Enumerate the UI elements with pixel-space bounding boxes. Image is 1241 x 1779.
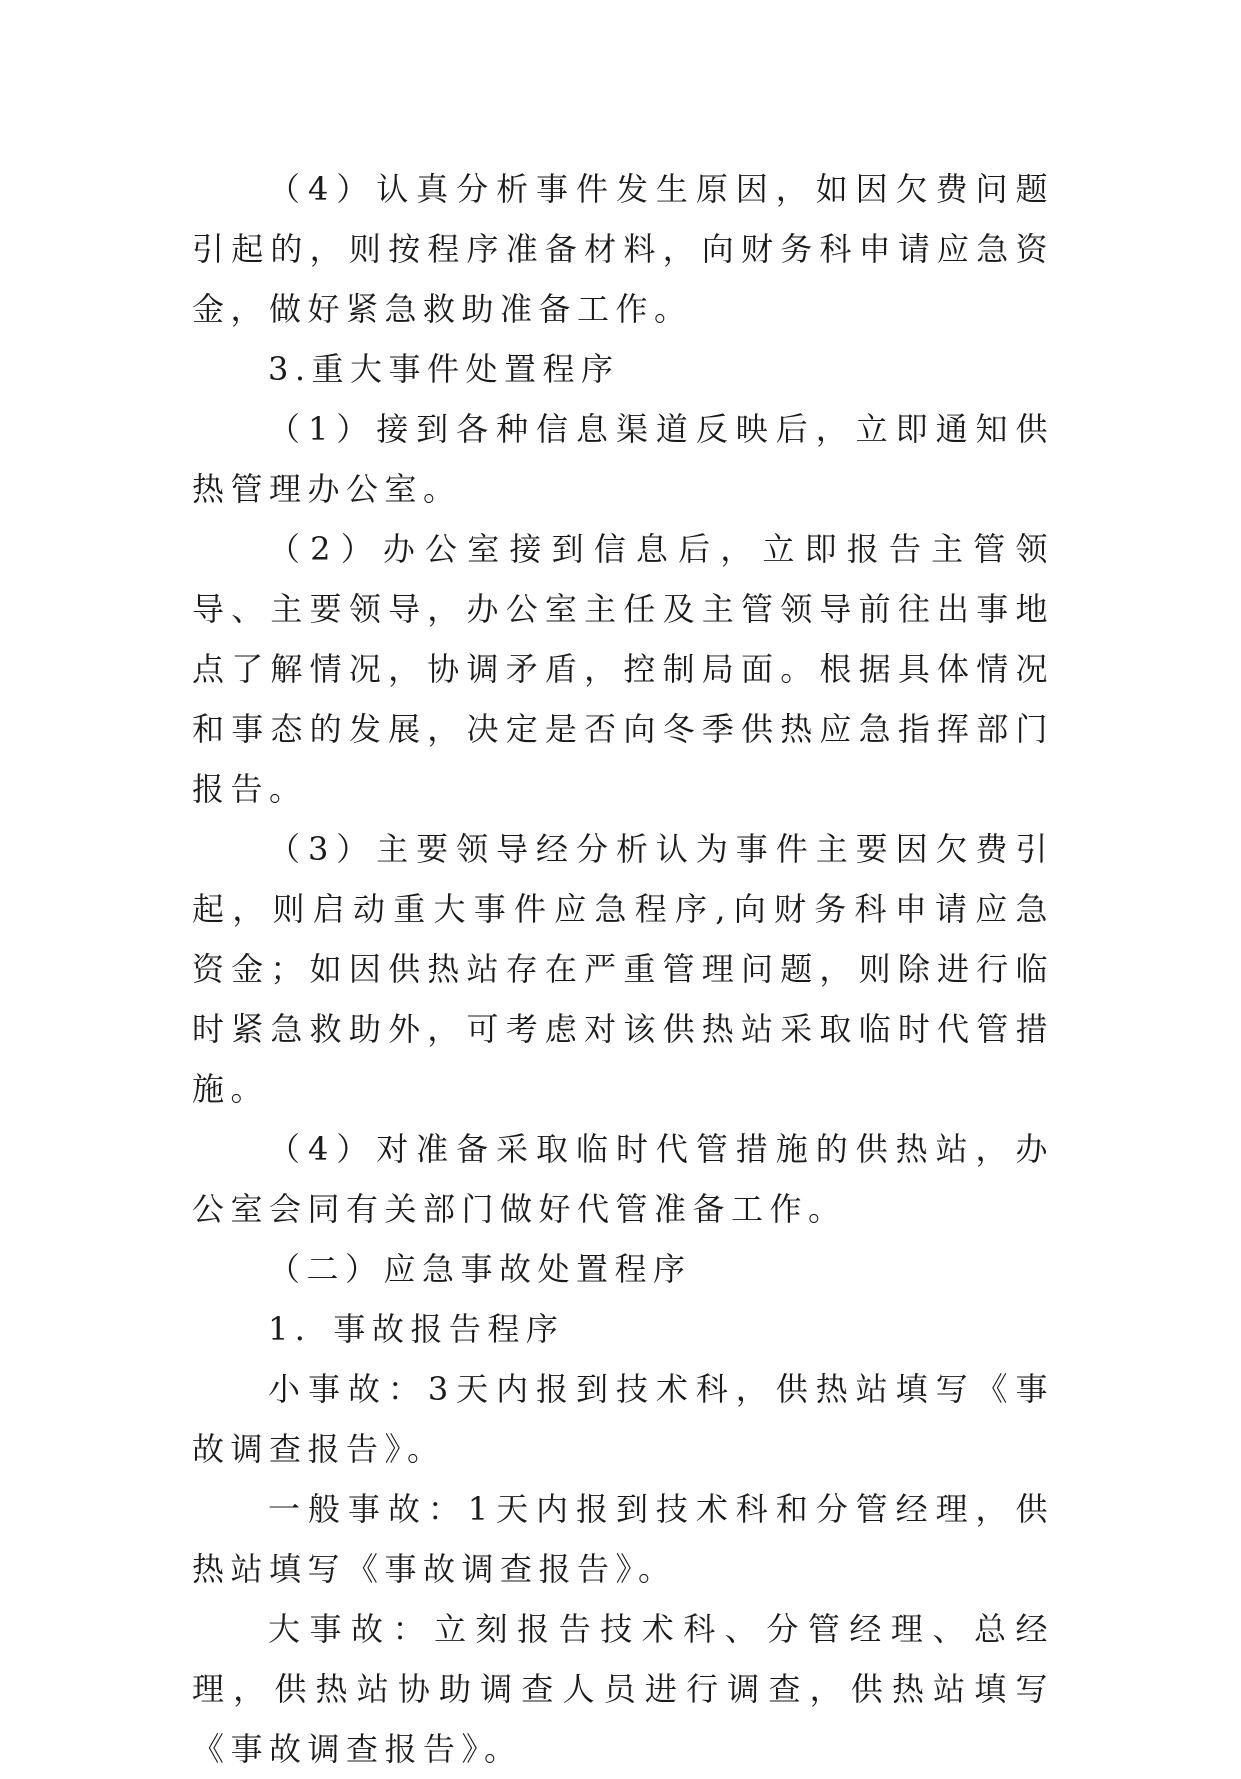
paragraph-3-leader-analysis: （3）主要领导经分析认为事件主要因欠费引起，则启动重大事件应急程序,向财务科申请应急资金；如因供热站存在严重管理问题，则除进行临时紧急救助外，可考虑对该供热站采取临时代管措施。 [192, 830, 1054, 1108]
paragraph-4-cause-analysis: （4）认真分析事件发生原因，如因欠费问题引起的，则按程序准备材料，向财务科申请应急资金，做好紧急救助准备工作。 [192, 170, 1054, 328]
paragraph-1-notify-office: （1）接到各种信息渠道反映后，立即通知供热管理办公室。 [192, 410, 1054, 508]
paragraph-major-accident: 大事故：立刻报告技术科、分管经理、总经理，供热站协助调查人员进行调查，供热站填写《事故调查报告》。 [192, 1610, 1054, 1768]
paragraph-4-takeover-prep: （4）对准备采取临时代管措施的供热站，办公室会同有关部门做好代管准备工作。 [192, 1130, 1054, 1228]
heading-accident-report-procedure: 1．事故报告程序 [268, 1310, 565, 1348]
document-body [192, 159, 1054, 1779]
paragraph-2-office-report: （2）办公室接到信息后，立即报告主管领导、主要领导，办公室主任及主管领导前往出事地点了解情况，协调矛盾，控制局面。根据具体情况和事态的发展，决定是否向冬季供热应急指挥部门报告。 [192, 530, 1054, 808]
heading-major-event-procedure: 3.重大事件处置程序 [268, 350, 620, 388]
heading-accident-procedure: （二）应急事故处置程序 [268, 1250, 692, 1288]
paragraph-minor-accident: 小事故：3天内报到技术科，供热站填写《事故调查报告》。 [192, 1370, 1054, 1468]
paragraph-general-accident: 一般事故：1天内报到技术科和分管经理，供热站填写《事故调查报告》。 [192, 1490, 1054, 1588]
